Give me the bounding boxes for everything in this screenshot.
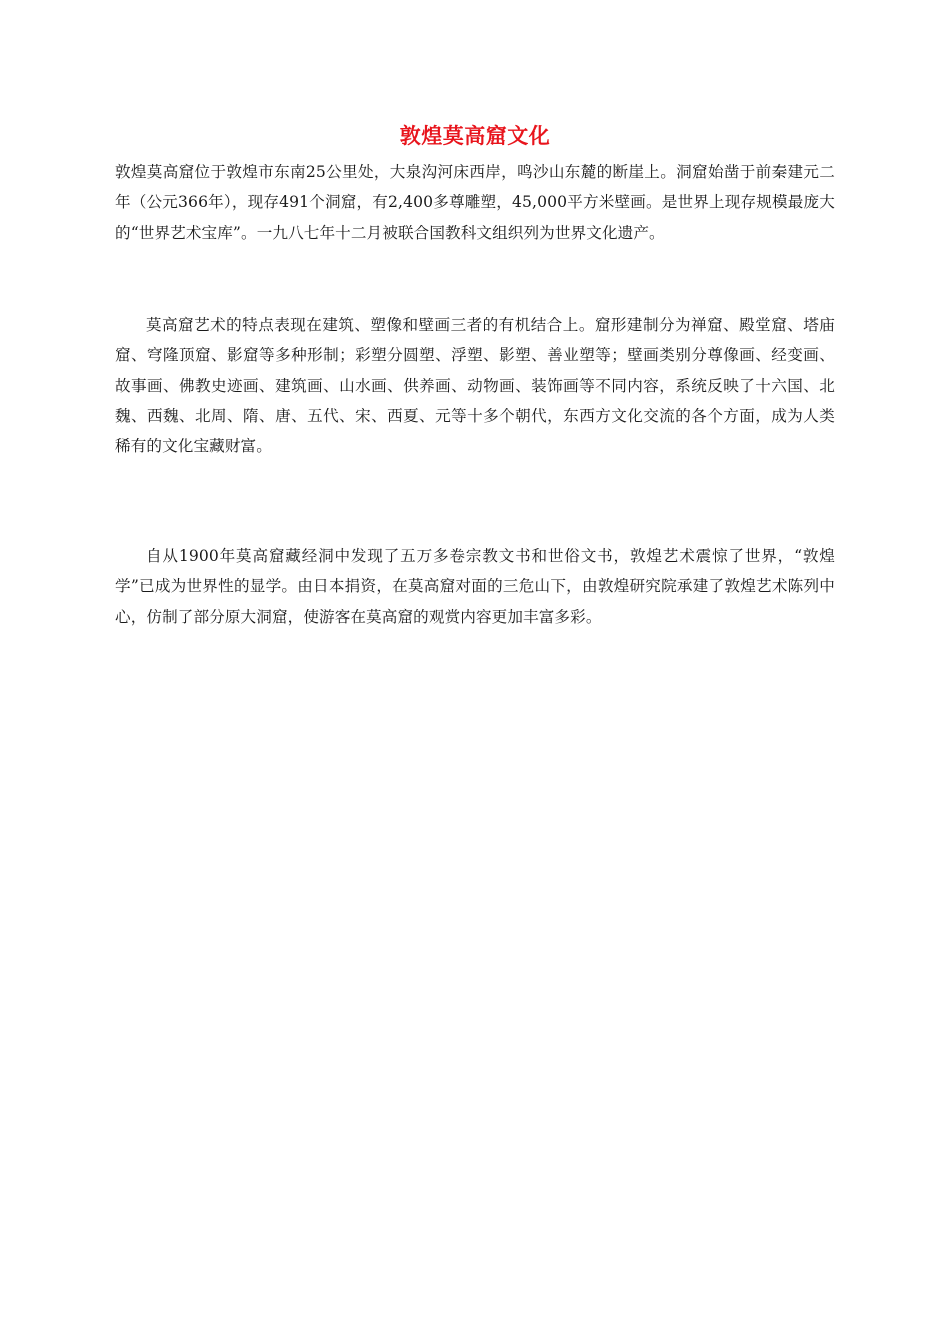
paragraph-library-cave-discovery: 自从1900年莫高窟藏经洞中发现了五万多卷宗教文书和世俗文书，敦煌艺术震惊了世界，“敦煌学”已成为世界性的显学。由日本捐资，在莫高窟对面的三危山下，由敦煌研究院承建了敦煌艺术陈列中心，仿制了部分原大洞窟，使游客在莫高窟的观赏内容更加丰富多彩。 xyxy=(115,547,835,626)
paragraph-art-features: 莫高窟艺术的特点表现在建筑、塑像和壁画三者的有机结合上。窟形建制分为禅窟、殿堂窟、塔庙窟、穹隆顶窟、影窟等多种形制；彩塑分圆塑、浮塑、影塑、善业塑等；壁画类别分尊像画、经变画、故事画、佛教史迹画、建筑画、山水画、供养画、动物画、装饰画等不同内容，系统反映了十六国、北魏、西魏、北周、隋、唐、五代、宋、西夏、元等十多个朝代，东西方文化交流的各个方面，成为人类稀有的文化宝藏财富。 xyxy=(115,316,835,456)
paragraph-location-overview: 敦煌莫高窟位于敦煌市东南25公里处，大泉沟河床西岸，鸣沙山东麓的断崖上。洞窟始凿于前秦建元二年（公元366年），现存491个洞窟，有2,400多尊雕塑，45,000平方米壁画。是世界上现存规模最庞大的“世界艺术宝库”。一九八七年十二月被联合国教科文组织列为世界文化遗产。 xyxy=(115,163,835,242)
document-title: 敦煌莫高窟文化 xyxy=(399,124,551,148)
